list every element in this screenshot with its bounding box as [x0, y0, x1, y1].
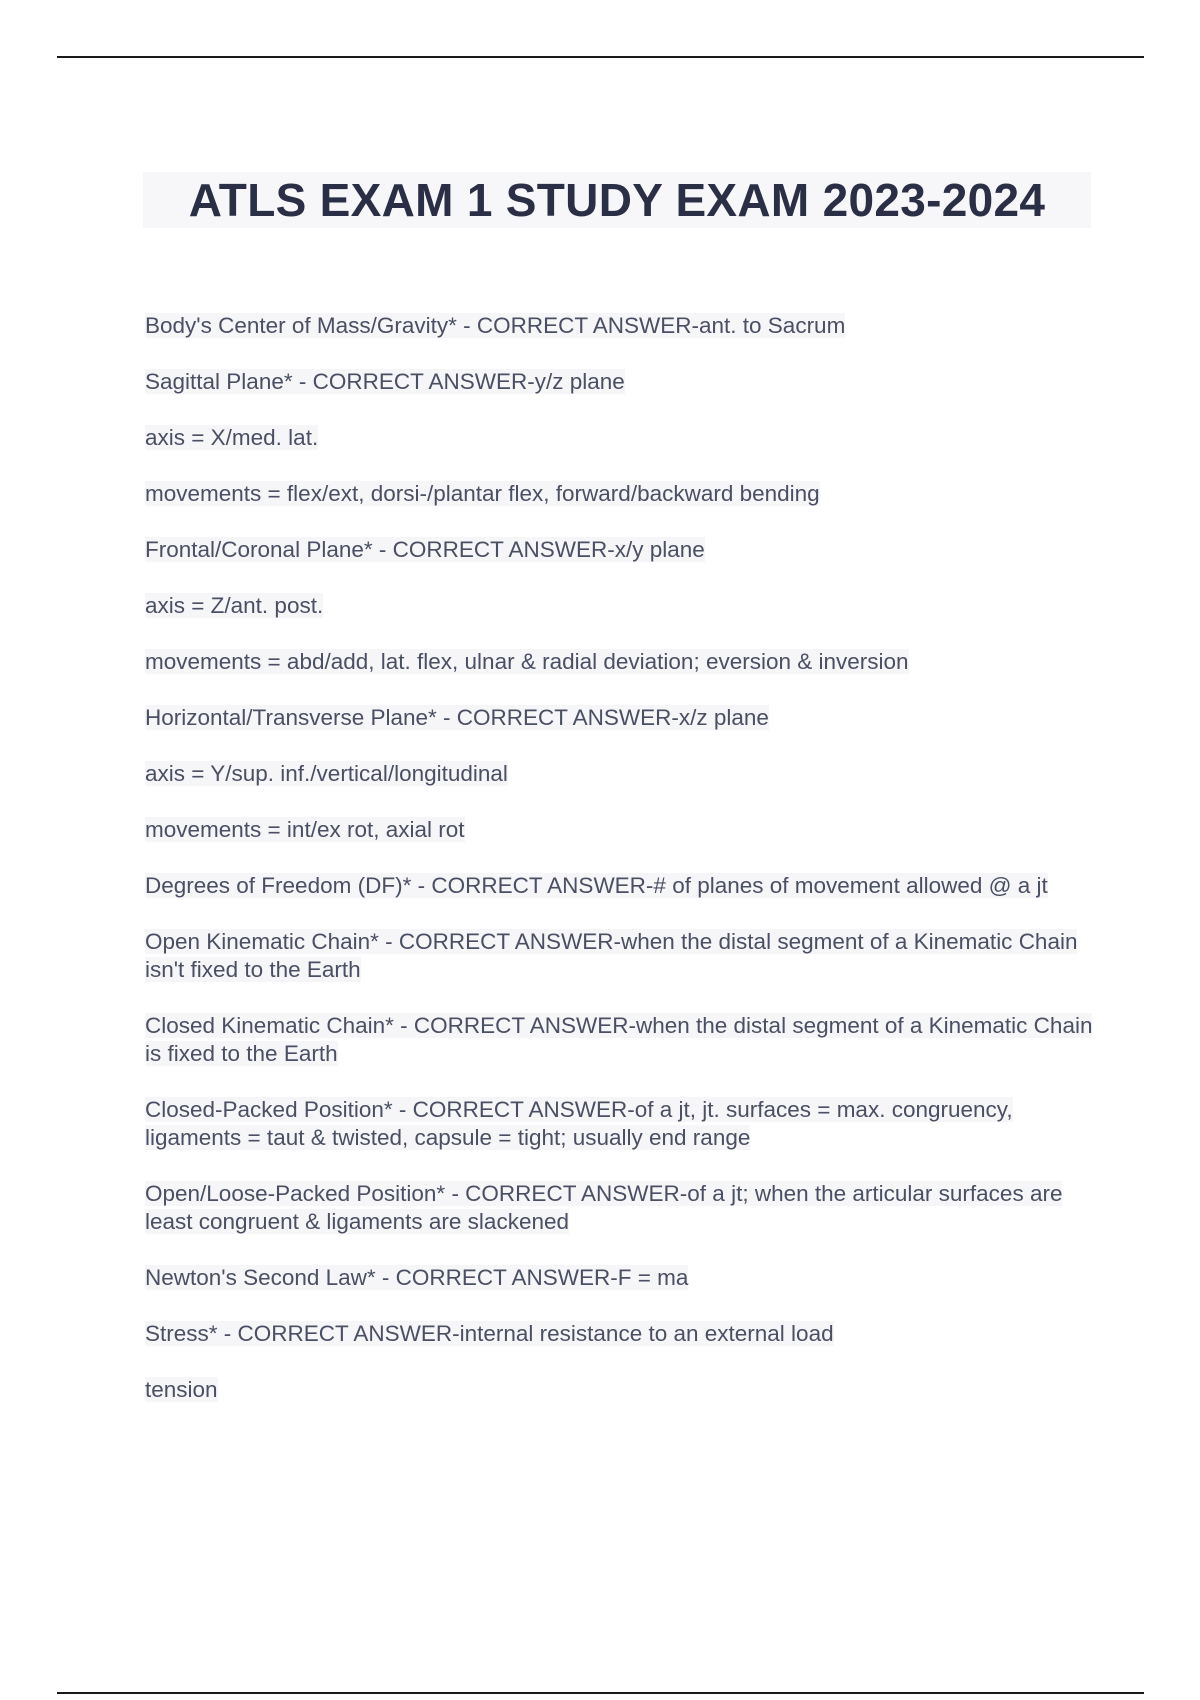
- entry-4: movements = flex/ext, dorsi-/plantar flex, forward/backward bending: [145, 481, 820, 506]
- study-entries: [145, 312, 1095, 1432]
- bottom-rule: [57, 1692, 1144, 1694]
- entry-12: Open Kinematic Chain* - CORRECT ANSWER-when the distal segment of a Kinematic Chain isn't fixed to the Earth: [145, 929, 1078, 982]
- entry-3: axis = X/med. lat.: [145, 425, 319, 450]
- title-banner: [143, 172, 1091, 228]
- entry-16: Newton's Second Law* - CORRECT ANSWER-F = ma: [145, 1265, 689, 1290]
- entry-5: Frontal/Coronal Plane* - CORRECT ANSWER-x/y plane: [145, 537, 705, 562]
- entry-6: axis = Z/ant. post.: [145, 593, 324, 618]
- entry-8: Horizontal/Transverse Plane* - CORRECT ANSWER-x/z plane: [145, 705, 769, 730]
- entry-11: Degrees of Freedom (DF)* - CORRECT ANSWER-# of planes of movement allowed @ a jt: [145, 873, 1048, 898]
- entry-14: Closed-Packed Position* - CORRECT ANSWER-of a jt, jt. surfaces = max. congruency, ligaments = taut & twisted, capsule = tight; usually end range: [145, 1097, 1013, 1150]
- page-title: ATLS EXAM 1 STUDY EXAM 2023-2024: [188, 174, 1046, 226]
- entry-10: movements = int/ex rot, axial rot: [145, 817, 465, 842]
- entry-1: Body's Center of Mass/Gravity* - CORRECT ANSWER-ant. to Sacrum: [145, 313, 846, 338]
- entry-2: Sagittal Plane* - CORRECT ANSWER-y/z plane: [145, 369, 625, 394]
- entry-18: tension: [145, 1377, 218, 1402]
- entry-15: Open/Loose-Packed Position* - CORRECT ANSWER-of a jt; when the articular surfaces are least congruent & ligaments are slackened: [145, 1181, 1063, 1234]
- entry-13: Closed Kinematic Chain* - CORRECT ANSWER-when the distal segment of a Kinematic Chain is fixed to the Earth: [145, 1013, 1093, 1066]
- entry-9: axis = Y/sup. inf./vertical/longitudinal: [145, 761, 508, 786]
- entry-17: Stress* - CORRECT ANSWER-internal resistance to an external load: [145, 1321, 834, 1346]
- entry-7: movements = abd/add, lat. flex, ulnar & radial deviation; eversion & inversion: [145, 649, 909, 674]
- top-rule: [57, 56, 1144, 58]
